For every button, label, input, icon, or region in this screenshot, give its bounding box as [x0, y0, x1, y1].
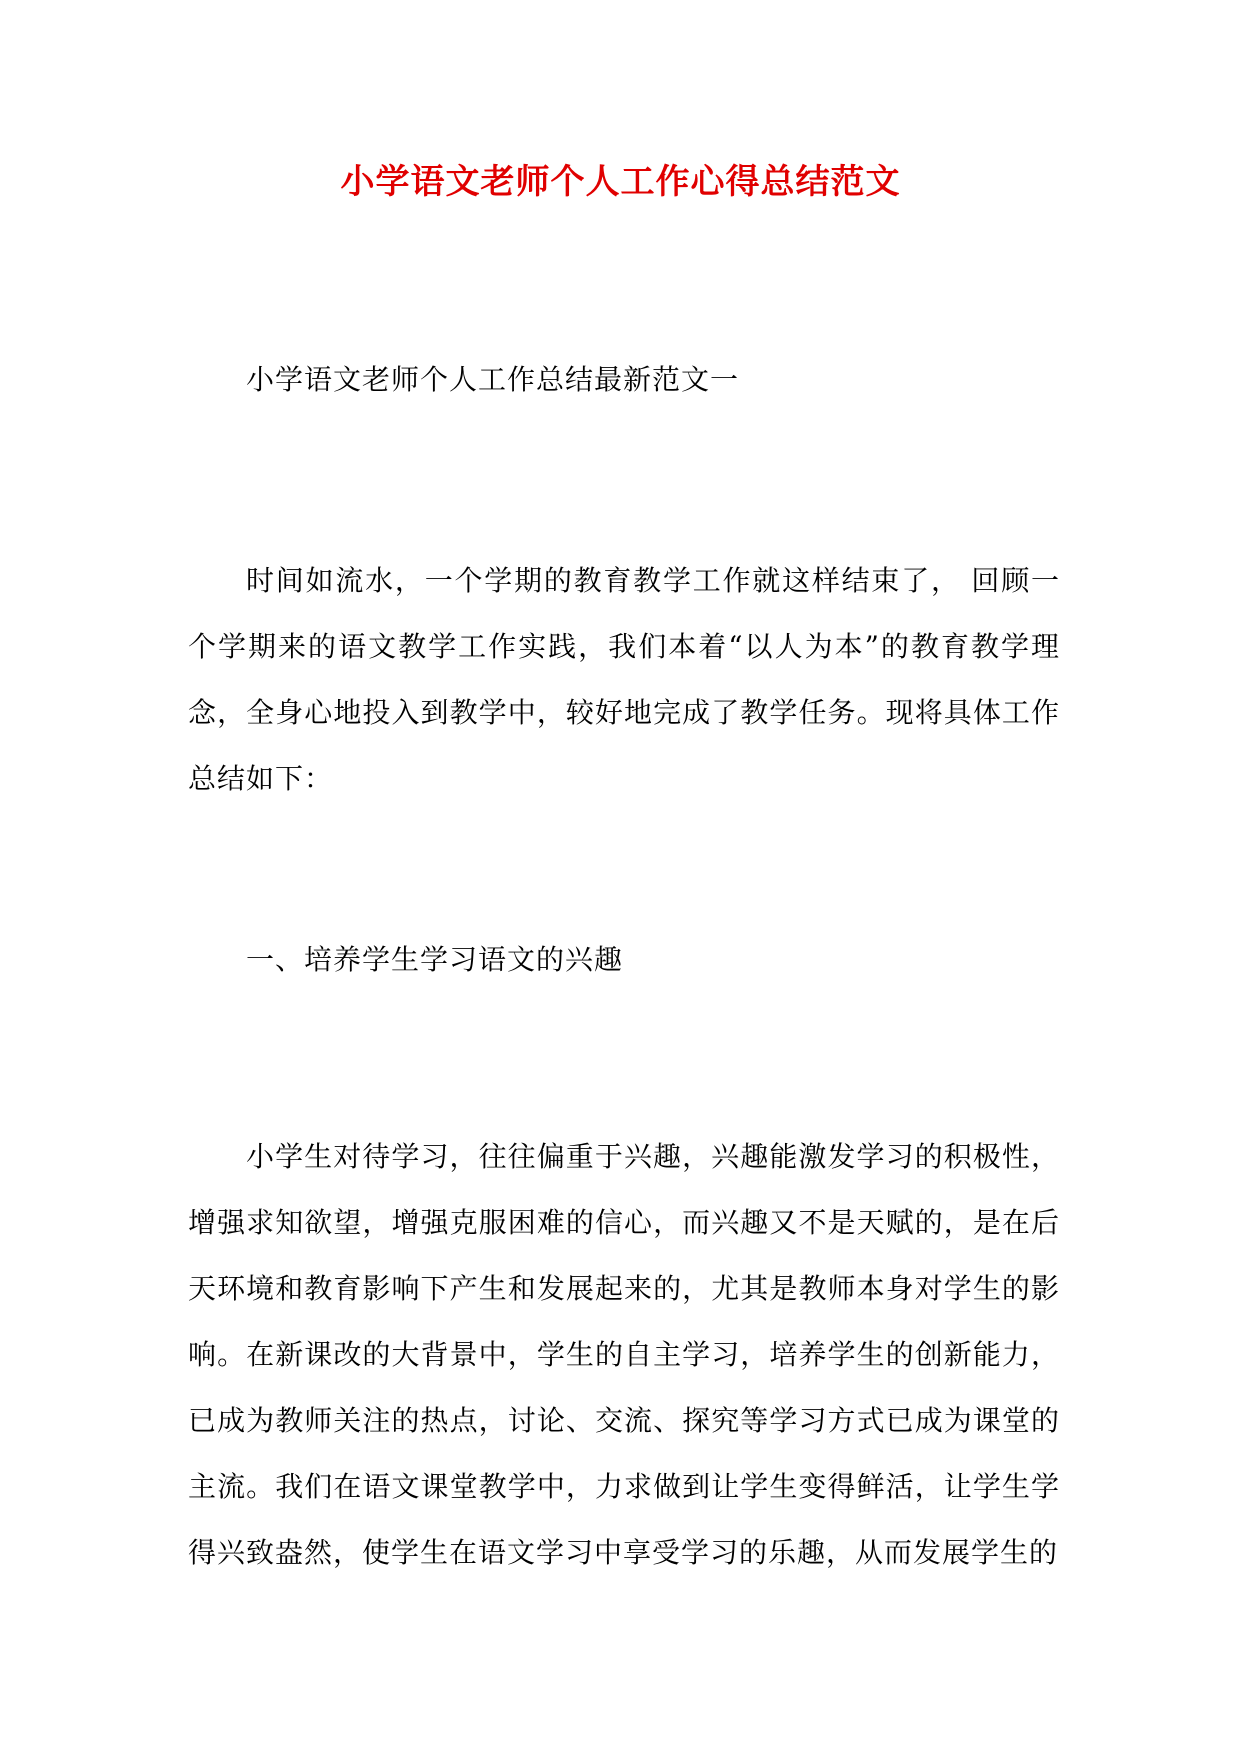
section-heading-1: 一、培养学生学习语文的兴趣 [246, 943, 624, 976]
document-subtitle: 小学语文老师个人工作总结最新范文一 [246, 363, 740, 396]
paragraph-intro: 时间如流水，一个学期的教育教学工作就这样结束了， 回顾一个学期来的语文教学工作实践，我们本着“以人为本”的教育教学理念，全身心地投入到教学中，较好地完成了教学任务。现将具体工作总结如下： [188, 564, 1060, 795]
document-title: 小学语文老师个人工作心得总结范文 [340, 162, 901, 202]
paragraph-interest: 小学生对待学习，往往偏重于兴趣，兴趣能激发学习的积极性，增强求知欲望，增强克服困难的信心，而兴趣又不是天赋的，是在后天环境和教育影响下产生和发展起来的，尤其是教师本身对学生的影响。在新课改的大背景中，学生的自主学习，培养学生的创新能力，已成为教师关注的热点，讨论、交流、探究等学习方式已成为课堂的主流。我们在语文课堂教学中，力求做到让学生变得鲜活，让学生学得兴致盎然，使学生在语文学习中享受学习的乐趣，从而发展学生的 [188, 1140, 1060, 1569]
